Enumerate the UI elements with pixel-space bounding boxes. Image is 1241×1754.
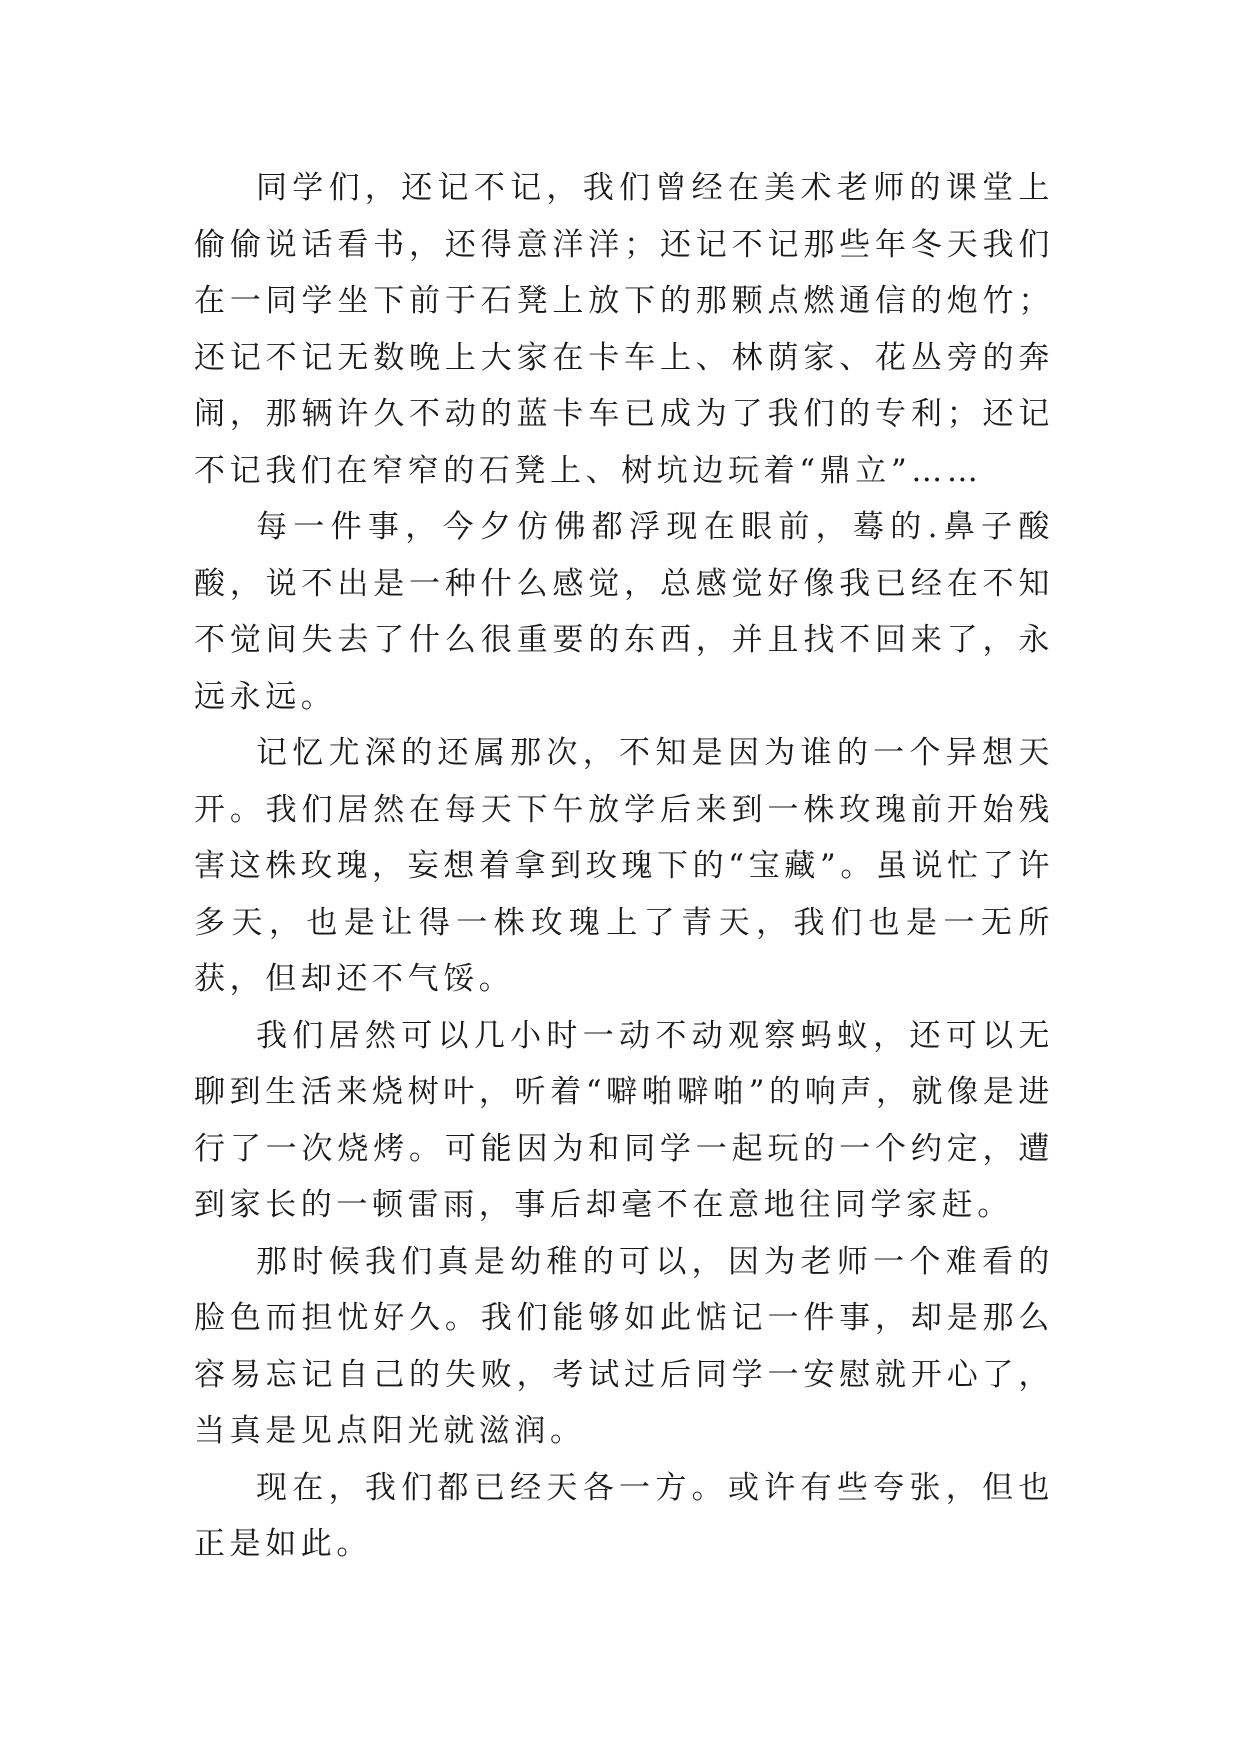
paragraph-2: 每一件事，今夕仿佛都浮现在眼前，蓦的.鼻子酸酸，说不出是一种什么感觉，总感觉好像我已经在不知不觉间失去了什么很重要的东西，并且找不回来了，永远永远。 [194, 509, 1054, 715]
paragraph-1: 同学们，还记不记，我们曾经在美术老师的课堂上偷偷说话看书，还得意洋洋；还记不记那些年冬天我们在一同学坐下前于石凳上放下的那颗点燃通信的炮竹；还记不记无数晚上大家在卡车上、林荫家、花丛旁的奔闹，那辆许久不动的蓝卡车已成为了我们的专利；还记不记我们在窄窄的石凳上、树坑边玩着“鼎立”…… [194, 170, 1054, 489]
paragraph-4: 我们居然可以几小时一动不动观察蚂蚁，还可以无聊到生活来烧树叶，听着“噼啪噼啪”的响声，就像是进行了一次烧烤。可能因为和同学一起玩的一个约定，遭到家长的一顿雷雨，事后却毫不在意地往同学家赶。 [194, 1017, 1054, 1223]
paragraph-5: 那时候我们真是幼稚的可以，因为老师一个难看的脸色而担忧好久。我们能够如此惦记一件事，却是那么容易忘记自己的失败，考试过后同学一安慰就开心了，当真是见点阳光就滋润。 [194, 1243, 1054, 1449]
essay-body [194, 160, 1054, 1573]
paragraph-6: 现在，我们都已经天各一方。或许有些夸张，但也正是如此。 [194, 1469, 1054, 1562]
paragraph-3: 记忆尤深的还属那次，不知是因为谁的一个异想天开。我们居然在每天下午放学后来到一株玫瑰前开始残害这株玫瑰，妄想着拿到玫瑰下的“宝藏”。虽说忙了许多天，也是让得一株玫瑰上了青天，我们也是一无所获，但却还不气馁。 [194, 735, 1054, 997]
